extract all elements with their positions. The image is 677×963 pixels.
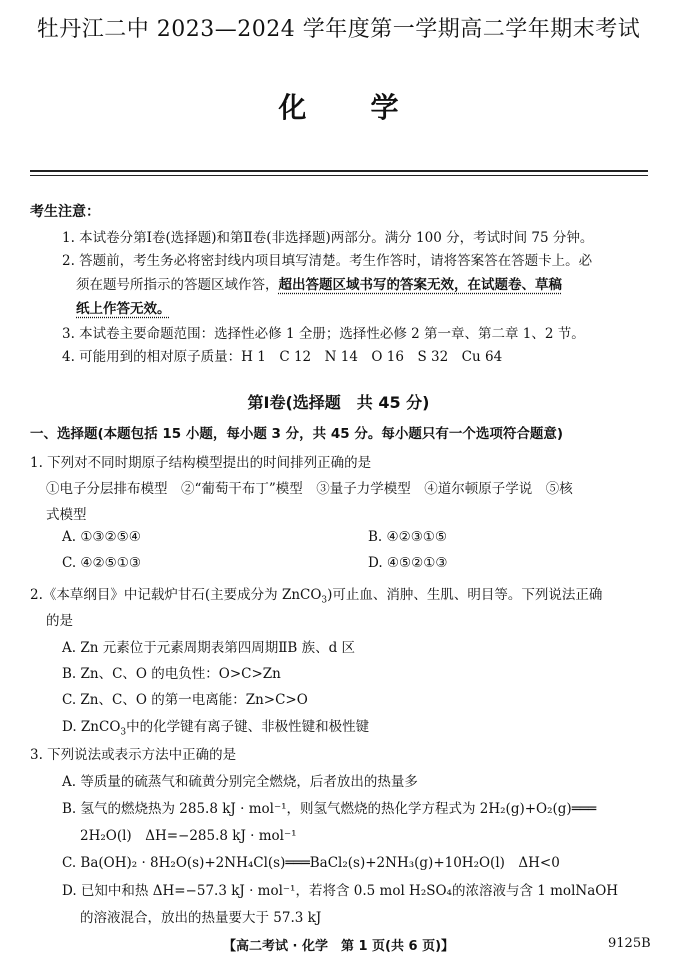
q2-stem: [30, 583, 602, 606]
q1-option-a: A. ①③②⑤④: [62, 529, 141, 545]
q3-option-d: D. 已知中和热 ΔH=−57.3 kJ · mol⁻¹，若将含 0.5 mol H₂SO₄的浓溶液与含 1 molNaOH: [62, 883, 619, 899]
section-title: 第Ⅰ卷(选择题 共 45 分): [247, 393, 430, 412]
q2-option-c: C. Zn、C、O 的第一电离能：Zn>C>O: [62, 692, 308, 708]
q1-option-d: D. ④⑤②①③: [368, 555, 448, 571]
q1-option-c: C. ④②⑤①③: [62, 555, 141, 571]
q3-option-b: B. 氢气的燃烧热为 285.8 kJ · mol⁻¹，则氢气燃烧的热化学方程式为 2H₂(g)+O₂(g)═══: [62, 801, 597, 817]
q3-option-b-cont: 2H₂O(l) ΔH=−285.8 kJ · mol⁻¹: [80, 828, 297, 844]
q2-option-d: [62, 715, 369, 738]
header-rule-thick: [30, 170, 648, 172]
q2-stem-cont: 的是: [46, 613, 73, 629]
notice-item-2: 2. 答题前，考生务必将密封线内项目填写清楚。考生作答时，请将答案答在答题卡上。必: [62, 253, 593, 269]
notice-item-3: 3. 本试卷主要命题范围：选择性必修 1 全册；选择性必修 2 第一章、第二章 1、2 节。: [62, 326, 585, 342]
notice-item-2-emphasis-cont: 纸上作答无效。: [76, 301, 171, 317]
notice-item-2-plain: 须在题号所指示的答题区域作答，: [76, 277, 279, 293]
q1-option-b: B. ④②③①⑤: [368, 529, 448, 545]
notice-item-1: 1. 本试卷分第Ⅰ卷(选择题)和第Ⅱ卷(非选择题)两部分。满分 100 分，考试时间 75 分钟。: [62, 230, 594, 246]
header-rule-thin: [30, 175, 648, 176]
notice-item-2-line2: [76, 273, 562, 293]
q1-stem: 1. 下列对不同时期原子结构模型提出的时间排列正确的是: [30, 455, 372, 471]
q2-option-a: A. Zn 元素位于元素周期表第四周期ⅡB 族、d 区: [62, 640, 356, 656]
exam-title: 牡丹江二中 2023—2024 学年度第一学期高二学年期末考试: [36, 17, 641, 42]
notice-item-2-emphasis: 超出答题区域书写的答案无效，在试题卷、草稿: [278, 277, 562, 293]
notice-item-4: 4. 可能用到的相对原子质量：H 1 C 12 N 14 O 16 S 32 Cu 64: [62, 349, 503, 365]
part-title: 一、选择题(本题包括 15 小题，每小题 3 分，共 45 分。每小题只有一个选项符合题意): [30, 426, 564, 442]
q3-option-a: A. 等质量的硫蒸气和硫黄分别完全燃烧，后者放出的热量多: [62, 774, 418, 790]
q2-stem-b: )可止血、消肿、生肌、明目等。下列说法正确: [327, 587, 603, 603]
q1-items: ①电子分层排布模型 ②“葡萄干布丁”模型 ③量子力学模型 ④道尔顿原子学说 ⑤核: [46, 481, 573, 497]
notice-heading: 考生注意：: [30, 204, 100, 220]
q3-stem: 3. 下列说法或表示方法中正确的是: [30, 747, 237, 763]
page-footer: 【高二考试 · 化学 第 1 页(共 6 页)】: [222, 939, 455, 954]
q3-option-c: C. Ba(OH)₂ · 8H₂O(s)+2NH₄Cl(s)═══BaCl₂(s)+2NH₃(g)+10H₂O(l) ΔH<0: [62, 855, 560, 871]
q2-option-d-a: D. ZnCO: [62, 719, 121, 735]
q3-option-d-cont: 的溶液混合，放出的热量要大于 57.3 kJ: [80, 910, 322, 926]
paper-code: 9125B: [608, 936, 651, 951]
q1-items-cont: 式模型: [46, 507, 87, 523]
q2-option-d-b: 中的化学键有离子键、非极性键和极性键: [126, 719, 370, 735]
q2-option-d-sub: 3: [120, 727, 127, 738]
q2-stem-a: 2.《本草纲目》中记载炉甘石(主要成分为 ZnCO: [30, 587, 322, 603]
q2-stem-sub: 3: [321, 595, 328, 606]
subject-title: 化学: [278, 91, 463, 124]
q2-option-b: B. Zn、C、O 的电负性：O>C>Zn: [62, 666, 281, 682]
